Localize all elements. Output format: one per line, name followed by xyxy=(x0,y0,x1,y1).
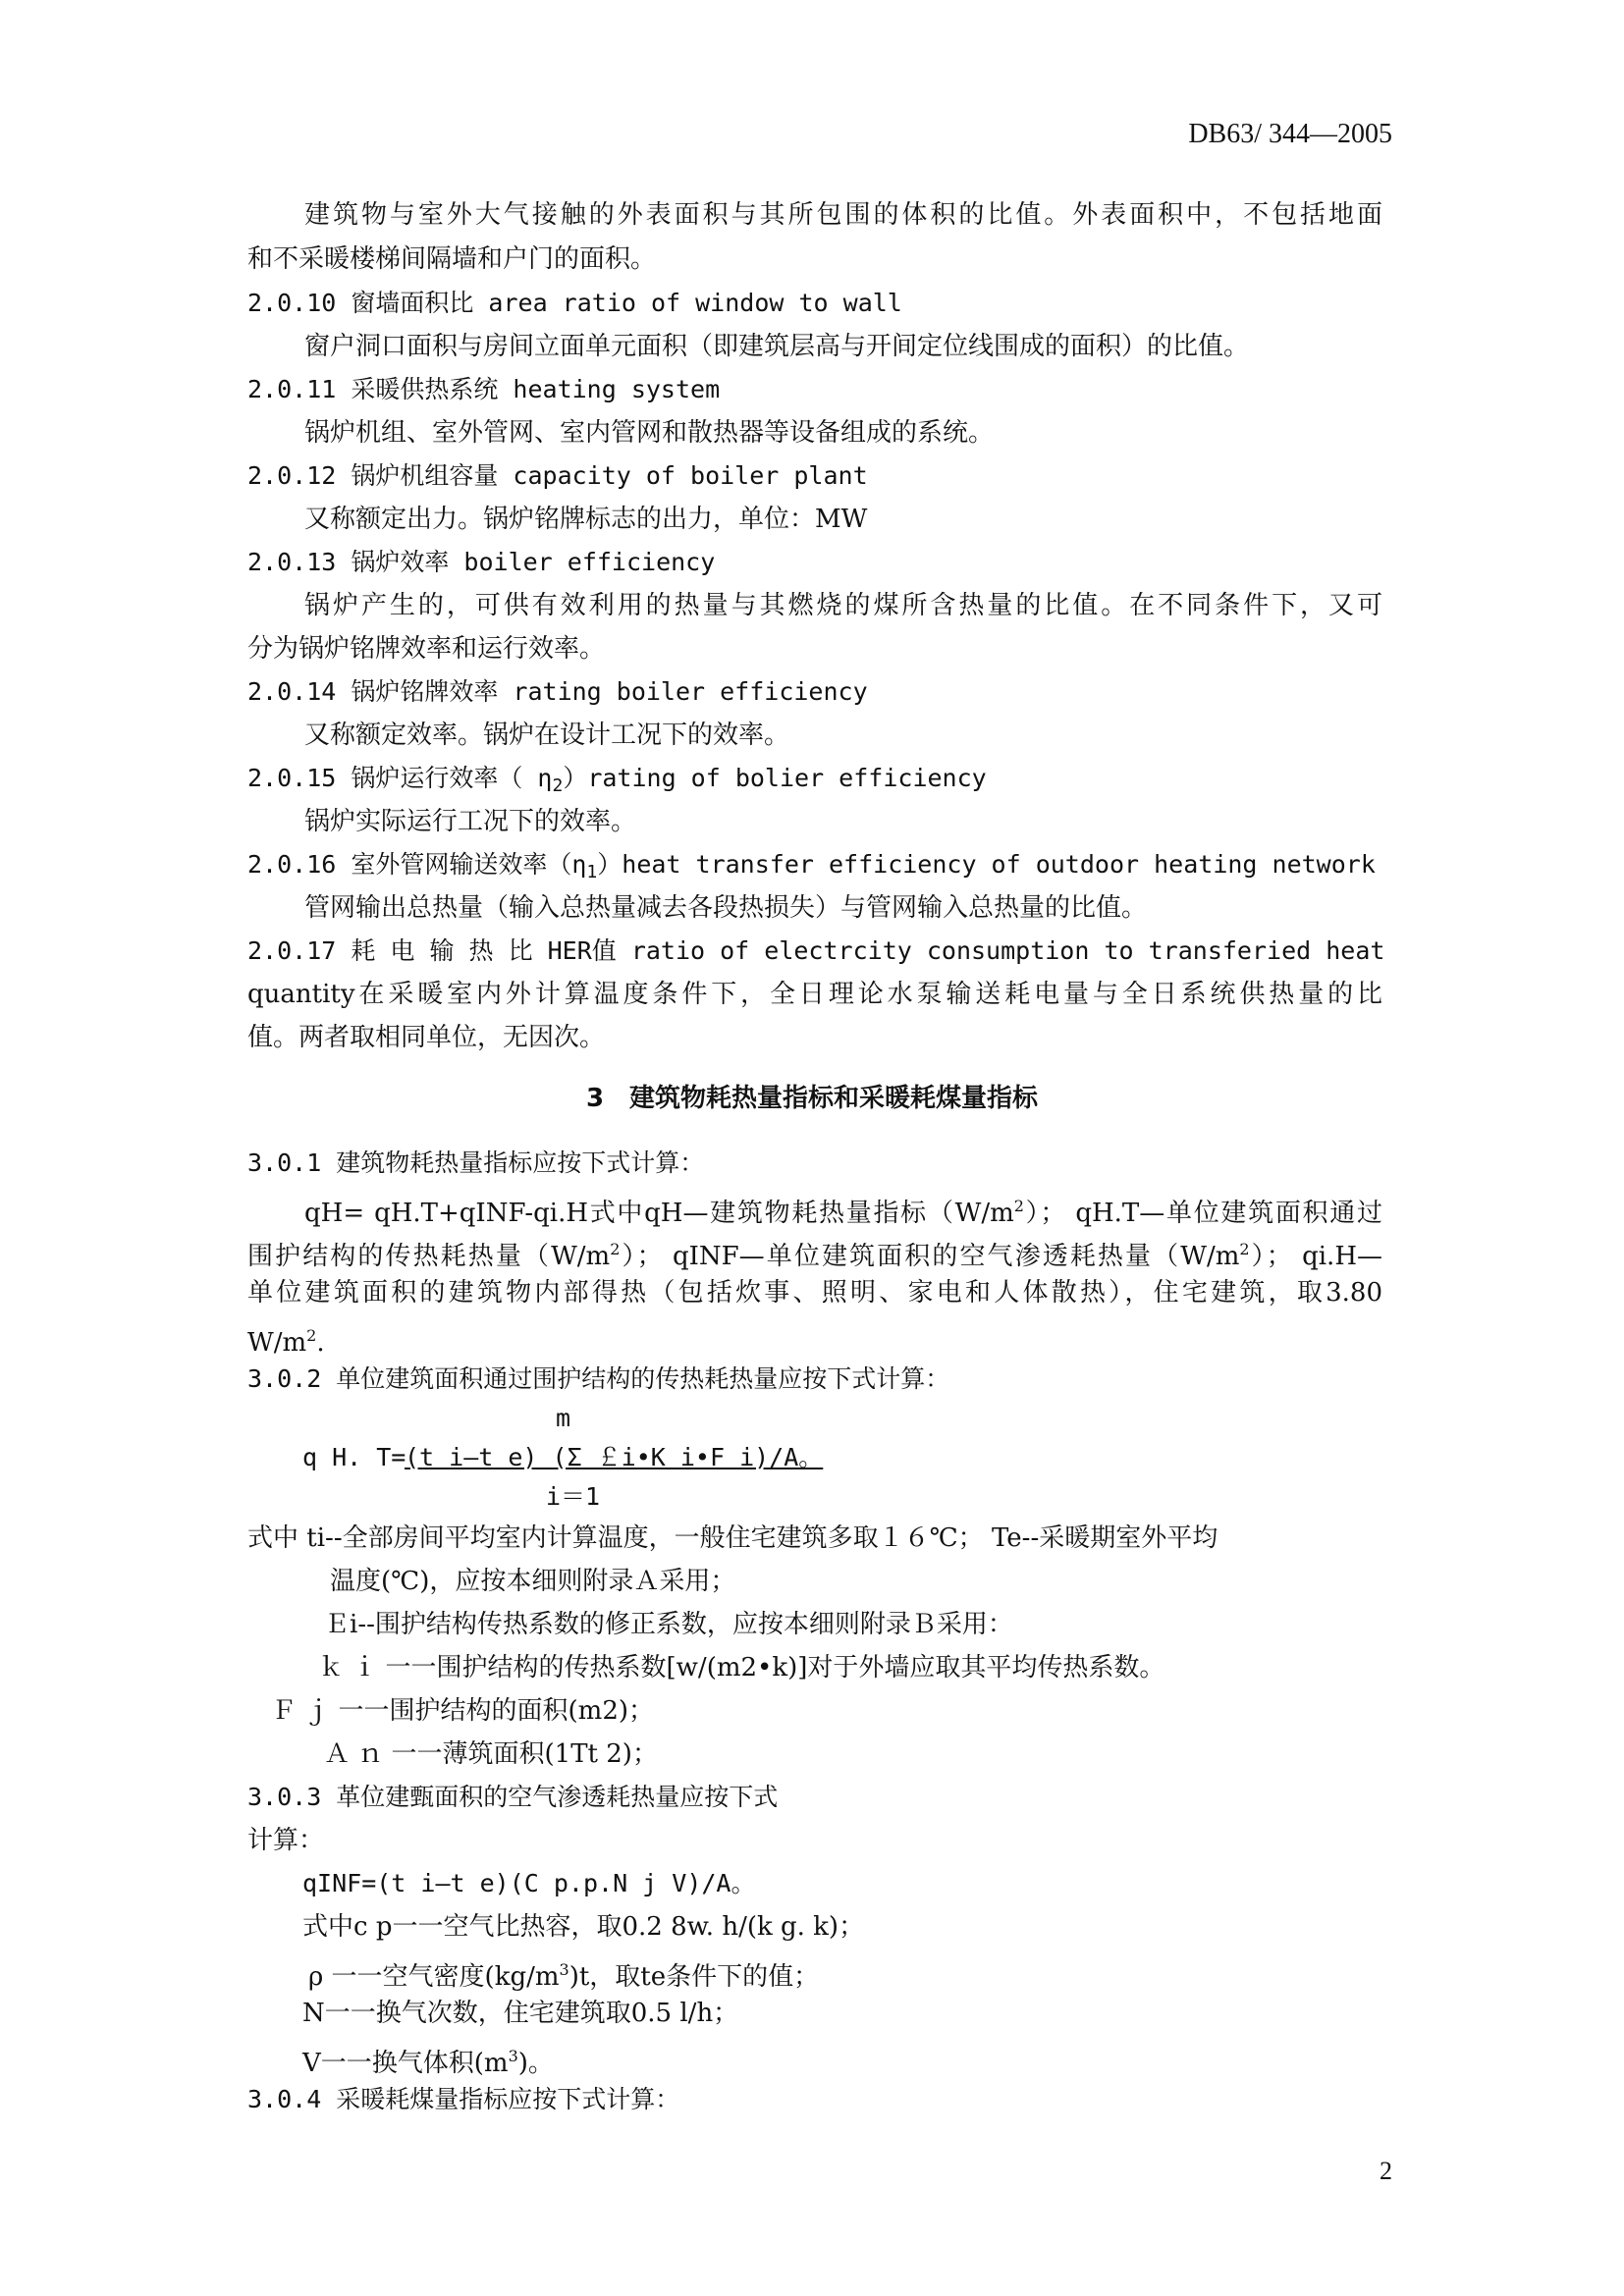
clause-3-0-3: 3.0.3 革位建甄面积的空气渗透耗热量应按下式 xyxy=(247,1783,779,1811)
para-line: 又称额定效率。锅炉在设计工况下的效率。 xyxy=(304,721,790,750)
term-2-0-10: 2.0.10 窗墙面积比 area ratio of window to wall xyxy=(247,289,902,317)
para-line: 单位建筑面积的建筑物内部得热（包括炊事、照明、家电和人体散热），住宅建筑，取3.80 xyxy=(247,1278,1382,1308)
para-line: quantity在采暖室内外计算温度条件下，全日理论水泵输送耗电量与全日系统供热量的比 xyxy=(247,980,1382,1009)
formula-rhs: (t i—t e) (Σ ￡i•K i•F i)/A。 xyxy=(405,1443,824,1471)
formula-lhs: q H. T= xyxy=(302,1443,406,1471)
where-line: Ａ ｎ 一一薄筑面积(1Tt 2)； xyxy=(324,1739,658,1769)
where-line: Ｆ ｊ 一一围护结构的面积(m2)； xyxy=(271,1696,655,1726)
where-line: 式中c p一一空气比热容，取0.2 8w. h/(k g. k)； xyxy=(302,1912,865,1942)
para-line: 分为锅炉铭牌效率和运行效率。 xyxy=(247,634,606,664)
where-line: N一一换气次数，住宅建筑取0.5 l/h； xyxy=(302,1999,739,2028)
para-line: 围护结构的传热耗热量$(W/m^2)$； qINF—单位建筑面积的空气渗透耗热量$(W/m^2)$； qi.H— xyxy=(247,1240,1383,1271)
term-2-0-14: 2.0.14 锅炉铭牌效率 rating boiler efficiency xyxy=(247,677,868,706)
para-line: 管网输出总热量（输入总热量减去各段热损失）与管网输入总热量的比值。 xyxy=(304,893,1148,923)
para-line: 锅炉实际运行工况下的效率。 xyxy=(304,807,637,836)
term-2-0-15: 2.0.15 锅炉运行效率（ $\eta_2)rating$ of bolier efficiency xyxy=(247,764,987,796)
para-line: 锅炉产生的，可供有效利用的热量与其燃烧的煤所含热量的比值。在不同条件下，又可 xyxy=(304,591,1382,620)
para-line: 锅炉机组、室外管网、室内管网和散热器等设备组成的系统。 xyxy=(304,418,995,448)
term-2-0-13: 2.0.13 锅炉效率 boiler efficiency xyxy=(247,548,716,576)
where-line: V一一换气体积$(m^3)$。 xyxy=(302,2047,554,2078)
where-line: 式中 ti--全部房间平均室内计算温度，一般住宅建筑多取１６℃； Te--采暖期室外平均 xyxy=(247,1523,1218,1553)
term-2-0-17: 2.0.17 耗 电 输 热 比 HER值 ratio of electrcity consumption to transferied heat xyxy=(247,936,1385,965)
para-line: 又称额定出力。锅炉铭牌标志的出力，单位：MW xyxy=(304,505,868,534)
where-line: 温度(℃)，应按本细则附录Ａ采用； xyxy=(330,1567,736,1596)
document-code: DB63/ 344—2005 xyxy=(1188,119,1392,149)
para-line: $W/m^2$. xyxy=(247,1326,325,1358)
para-line: 窗户洞口面积与房间立面单元面积（即建筑层高与开间定位线围成的面积）的比值。 xyxy=(304,332,1250,361)
para-line: 计算： xyxy=(247,1826,325,1855)
para-line: qH= qH.T+qINF-qi.H式中qH—建筑物耗热量指标$(W/m^2)$； qH.T—单位建筑面积通过 xyxy=(304,1197,1382,1228)
formula-upper-limit: m xyxy=(556,1404,571,1432)
formula-lower-limit: i＝1 xyxy=(546,1482,601,1511)
term-2-0-11: 2.0.11 采暖供热系统 heating system xyxy=(247,375,721,403)
formula-qinf: qINF=(t i—t e)(C p.p.N j V)/A。 xyxy=(302,1869,756,1897)
term-2-0-12: 2.0.12 锅炉机组容量 capacity of boiler plant xyxy=(247,461,868,490)
where-line: ρ 一一空气密度$(kg/m^3)t$，取te条件下的值； xyxy=(308,1960,820,1992)
section-heading: 3 建筑物耗热量指标和采暖耗煤量指标 xyxy=(585,1084,1039,1113)
where-line: ｋ ｉ 一一围护结构的传热系数[w/(m2•k)]对于外墙应取其平均传热系数。 xyxy=(318,1653,1165,1682)
clause-3-0-2: 3.0.2 单位建筑面积通过围护结构的传热耗热量应按下式计算： xyxy=(247,1364,950,1393)
term-2-0-16: 2.0.16 室外管网输送效率$(\eta_1)heat$ transfer efficiency of outdoor heating network xyxy=(247,850,1376,882)
where-line: Ｅi--围护结构传热系数的修正系数，应按本细则附录Ｂ采用： xyxy=(324,1610,1013,1639)
para-line: 建筑物与室外大气接触的外表面积与其所包围的体积的比值。外表面积中，不包括地面 xyxy=(304,200,1382,230)
page-number: 2 xyxy=(1380,2157,1392,2185)
clause-3-0-1: 3.0.1 建筑物耗热量指标应按下式计算： xyxy=(247,1148,705,1177)
para-line: 值。两者取相同单位，无因次。 xyxy=(247,1023,606,1052)
para-line: 和不采暖楼梯间隔墙和户门的面积。 xyxy=(247,244,657,274)
clause-3-0-4: 3.0.4 采暖耗煤量指标应按下式计算： xyxy=(247,2085,680,2113)
